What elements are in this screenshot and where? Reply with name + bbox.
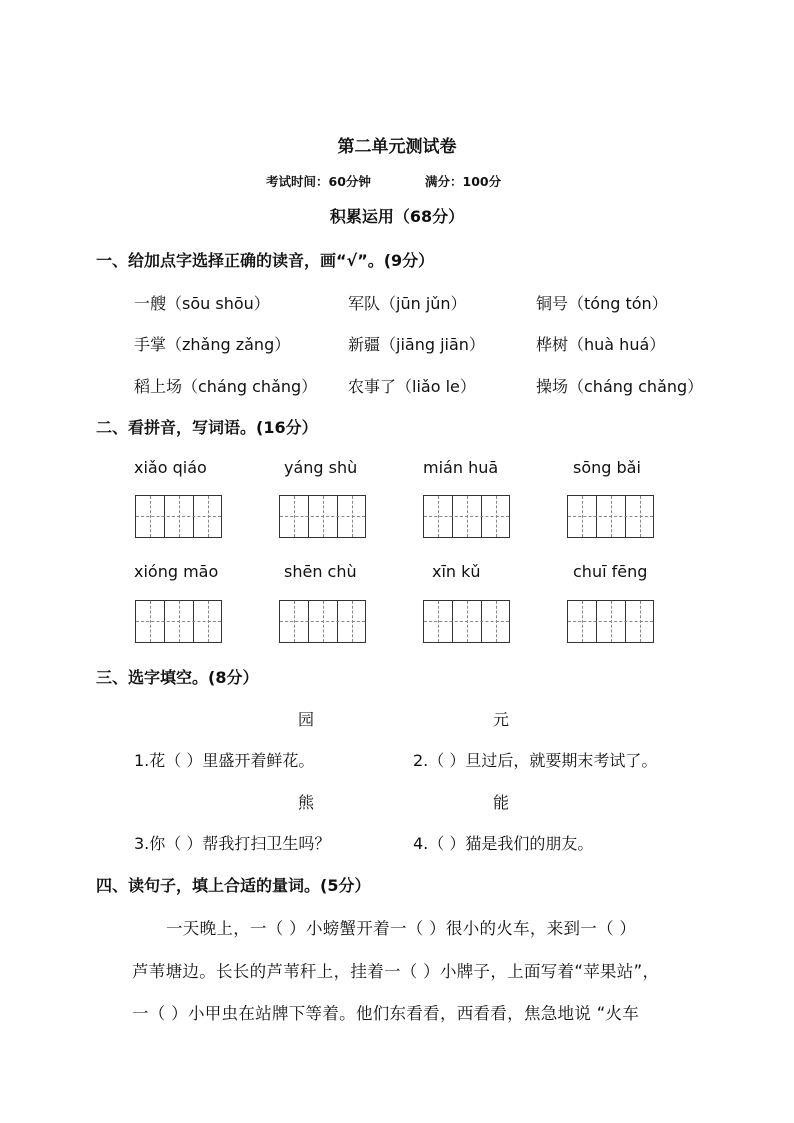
pinyin-label: mián huā — [423, 458, 499, 477]
s1-item: 手掌（zhǎng zǎng） — [134, 335, 291, 354]
pinyin-label: yáng shù — [284, 458, 358, 477]
paragraph-line: 一（ ）小甲虫在站牌下等着。他们东看看，西看看，焦急地说 “火车 — [132, 1004, 640, 1023]
s1-item: 新疆（jiāng jiān） — [348, 335, 485, 354]
choice-char: 园 — [298, 710, 315, 729]
choice-char: 熊 — [298, 793, 315, 812]
s1-item: 一艘（sōu shōu） — [134, 294, 270, 313]
paragraph-line: 芦苇塘边。长长的芦苇秆上，挂着一（ ）小牌子，上面写着“苹果站”， — [132, 962, 660, 981]
s1-item: 操场（cháng chǎng） — [536, 377, 704, 396]
pinyin-label: chuī fēng — [573, 562, 648, 581]
section-2-heading: 二、看拼音，写词语。(16分） — [96, 418, 318, 437]
writing-grid[interactable] — [567, 600, 654, 643]
full-score: 满分：100分 — [425, 174, 502, 189]
pinyin-label: xīn kǔ — [432, 562, 481, 581]
fill-question: 3.你（ ）帮我打扫卫生吗？ — [134, 834, 331, 853]
writing-grid[interactable] — [423, 600, 510, 643]
writing-grid[interactable] — [423, 495, 510, 538]
s1-item: 农事了（liǎo le） — [348, 377, 476, 396]
exam-time: 考试时间：60分钟 — [266, 174, 371, 189]
pinyin-label: shēn chù — [284, 562, 357, 581]
pinyin-label: xiǎo qiáo — [134, 458, 207, 477]
writing-grid[interactable] — [135, 600, 222, 643]
fill-question: 1.花（ ）里盛开着鲜花。 — [134, 751, 315, 770]
pinyin-label: xióng māo — [134, 562, 219, 581]
s1-item: 稻上场（cháng chǎng） — [134, 377, 318, 396]
page-title: 第二单元测试卷 — [337, 137, 457, 157]
writing-grid[interactable] — [279, 600, 366, 643]
s1-item: 铜号（tóng tón） — [536, 294, 668, 313]
choice-char: 元 — [493, 710, 510, 729]
pinyin-label: sōng bǎi — [573, 458, 641, 477]
s1-item: 桦树（huà huá） — [536, 335, 666, 354]
section-3-heading: 三、选字填空。(8分） — [96, 668, 259, 687]
section-1-heading: 一、给加点字选择正确的读音，画“√”。(9分） — [96, 251, 435, 270]
part-title: 积累运用（68分） — [329, 207, 465, 226]
fill-question: 2.（ ）旦过后，就要期末考试了。 — [413, 751, 658, 770]
writing-grid[interactable] — [279, 495, 366, 538]
writing-grid[interactable] — [135, 495, 222, 538]
paragraph-line: 一天晚上，一（ ）小螃蟹开着一（ ）很小的火车，来到一（ ） — [166, 919, 637, 938]
s1-item: 军队（jūn jǔn） — [348, 294, 467, 313]
choice-char: 能 — [493, 793, 510, 812]
writing-grid[interactable] — [567, 495, 654, 538]
section-4-heading: 四、读句子，填上合适的量词。(5分） — [96, 876, 371, 895]
fill-question: 4.（ ）猫是我们的朋友。 — [413, 834, 594, 853]
